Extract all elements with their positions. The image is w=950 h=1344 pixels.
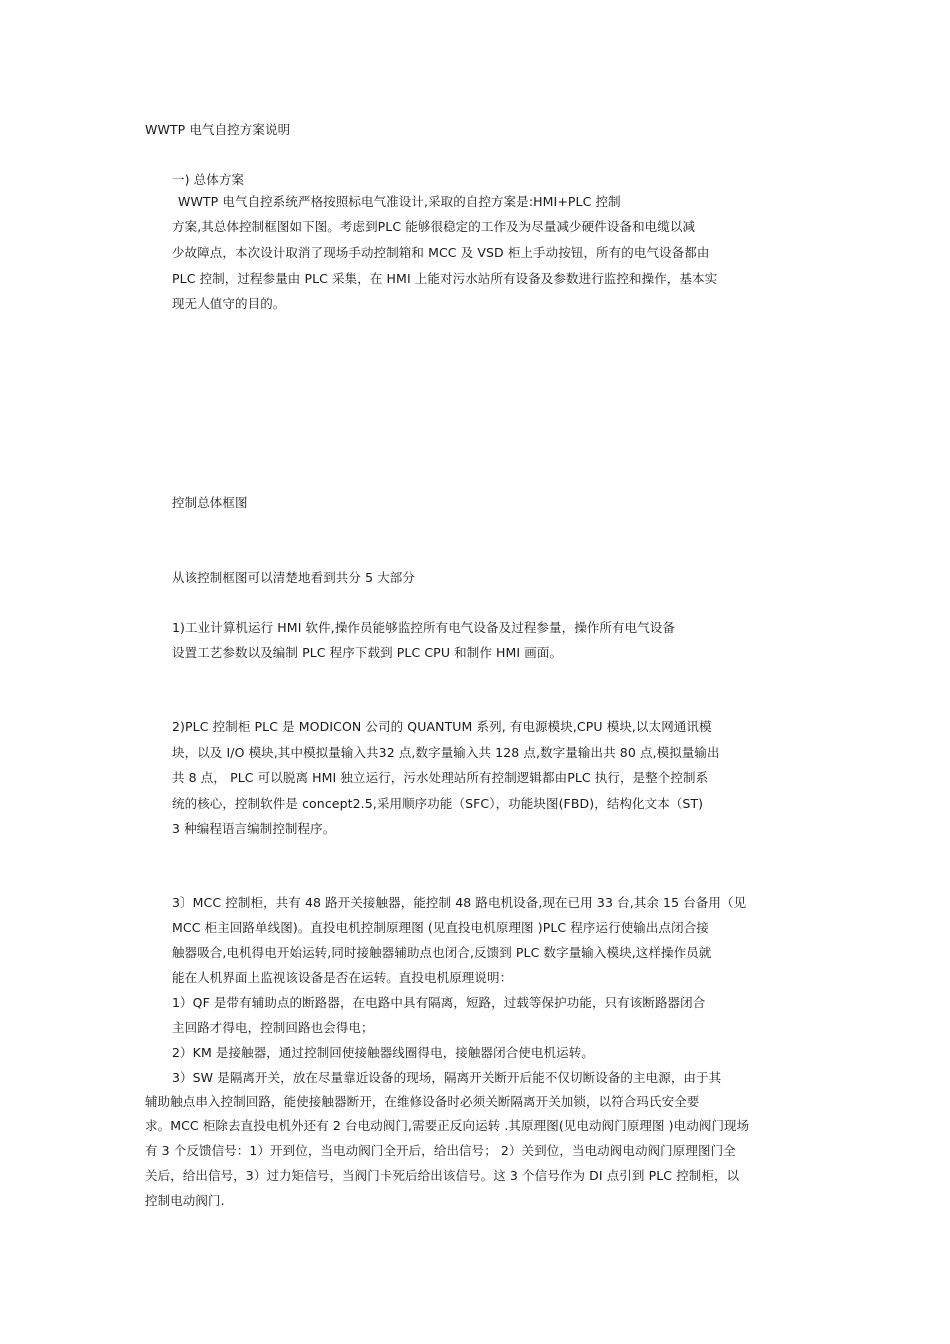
intro-line: 从该控制框图可以清楚地看到共分 5 大部分 [172, 570, 416, 585]
paragraph-line: 辅助触点串入控制回路，能使接触器断开，在维修设备时必须关断隔离开关加锁，以符合玛氏安全要 [145, 1094, 700, 1109]
paragraph-line: 控制电动阀门. [145, 1193, 225, 1208]
paragraph-line: 关后，给出信号，3）过力矩信号，当阀门卡死后给出该信号。这 3 个信号作为 DI 点引到 PLC 控制柜，以 [145, 1168, 740, 1183]
paragraph-line: 能在人机界面上监视该设备是否在运转。直投电机原理说明： [172, 970, 513, 985]
paragraph-line: 3）SW 是隔离开关，放在尽量靠近设备的现场，隔离开关断开后能不仅切断设备的主电源，由于其 [172, 1070, 722, 1085]
paragraph-line: 现无人值守的目的。 [172, 296, 286, 311]
paragraph-line: 触器吸合,电机得电开始运转,同时接触器辅助点也闭合,反馈到 PLC 数字量输入模块,这样操作员就 [172, 945, 712, 960]
paragraph-line: 3 种编程语言编制控制程序。 [172, 821, 336, 836]
paragraph-line: 求。MCC 柜除去直投电机外还有 2 台电动阀门,需要正反向运转 .其原理图(见电动阀门原理图 )电动阀门现场 [145, 1118, 750, 1133]
section-heading: 一) 总体方案 [172, 172, 245, 187]
paragraph-line: MCC 柜主回路单线图)。直投电机控制原理图 (见直投电机原理图 )PLC 程序运行使输出点闭合接 [172, 920, 709, 935]
paragraph-line: 主回路才得电，控制回路也会得电； [172, 1020, 374, 1035]
paragraph-line: 统的核心，控制软件是 concept2.5,采用顺序功能（SFC），功能块图(FBD)，结构化文本（ST) [172, 796, 704, 811]
paragraph-line: 2）KM 是接触器，通过控制回使接触器线圈得电，接触器闭合使电机运转。 [172, 1045, 594, 1060]
paragraph-line: 3〕MCC 控制柜，共有 48 路开关接触器，能控制 48 路电机设备,现在已用 33 台,其余 15 台备用（见 [172, 895, 747, 910]
paragraph-line: 1)工业计算机运行 HMI 软件,操作员能够监控所有电气设备及过程参量，操作所有电气设备 [172, 620, 676, 635]
paragraph-line: 方案,其总体控制框图如下图。考虑到PLC 能够很稳定的工作及为尽量减少硬件设备和电缆以减 [172, 219, 696, 234]
paragraph-line: PLC 控制，过程参量由 PLC 采集，在 HMI 上能对污水站所有设备及参数进行监控和操作，基本实 [172, 271, 718, 286]
document-title: WWTP 电气自控方案说明 [145, 122, 291, 137]
paragraph-line: WWTP 电气自控系统严格按照标电气准设计,采取的自控方案是:HMI+PLC 控制 [178, 194, 621, 209]
paragraph-line: 1）QF 是带有辅助点的断路器，在电路中具有隔离，短路，过载等保护功能，只有该断路器闭合 [172, 995, 706, 1010]
figure-caption: 控制总体框图 [172, 495, 248, 510]
paragraph-line: 2)PLC 控制柜 PLC 是 MODICON 公司的 QUANTUM 系列, 有电源模块,CPU 模块,以太网通讯模 [172, 719, 712, 734]
paragraph-line: 块，以及 I/O 模块,其中模拟量输入共32 点,数字量输入共 128 点,数字量输出共 80 点,模拟量输出 [172, 745, 720, 760]
paragraph-line: 有 3 个反馈信号：1）开到位，当电动阀门全开后，给出信号； 2）关到位，当电动阀电动阀门原理图门全 [145, 1143, 736, 1158]
paragraph-line: 设置工艺参数以及编制 PLC 程序下载到 PLC CPU 和制作 HMI 画面。 [172, 645, 563, 660]
paragraph-line: 共 8 点， PLC 可以脱离 HMI 独立运行，污水处理站所有控制逻辑都由PLC 执行，是整个控制系 [172, 770, 709, 785]
paragraph-line: 少故障点，本次设计取消了现场手动控制箱和 MCC 及 VSD 柜上手动按钮，所有的电气设备都由 [172, 245, 710, 260]
